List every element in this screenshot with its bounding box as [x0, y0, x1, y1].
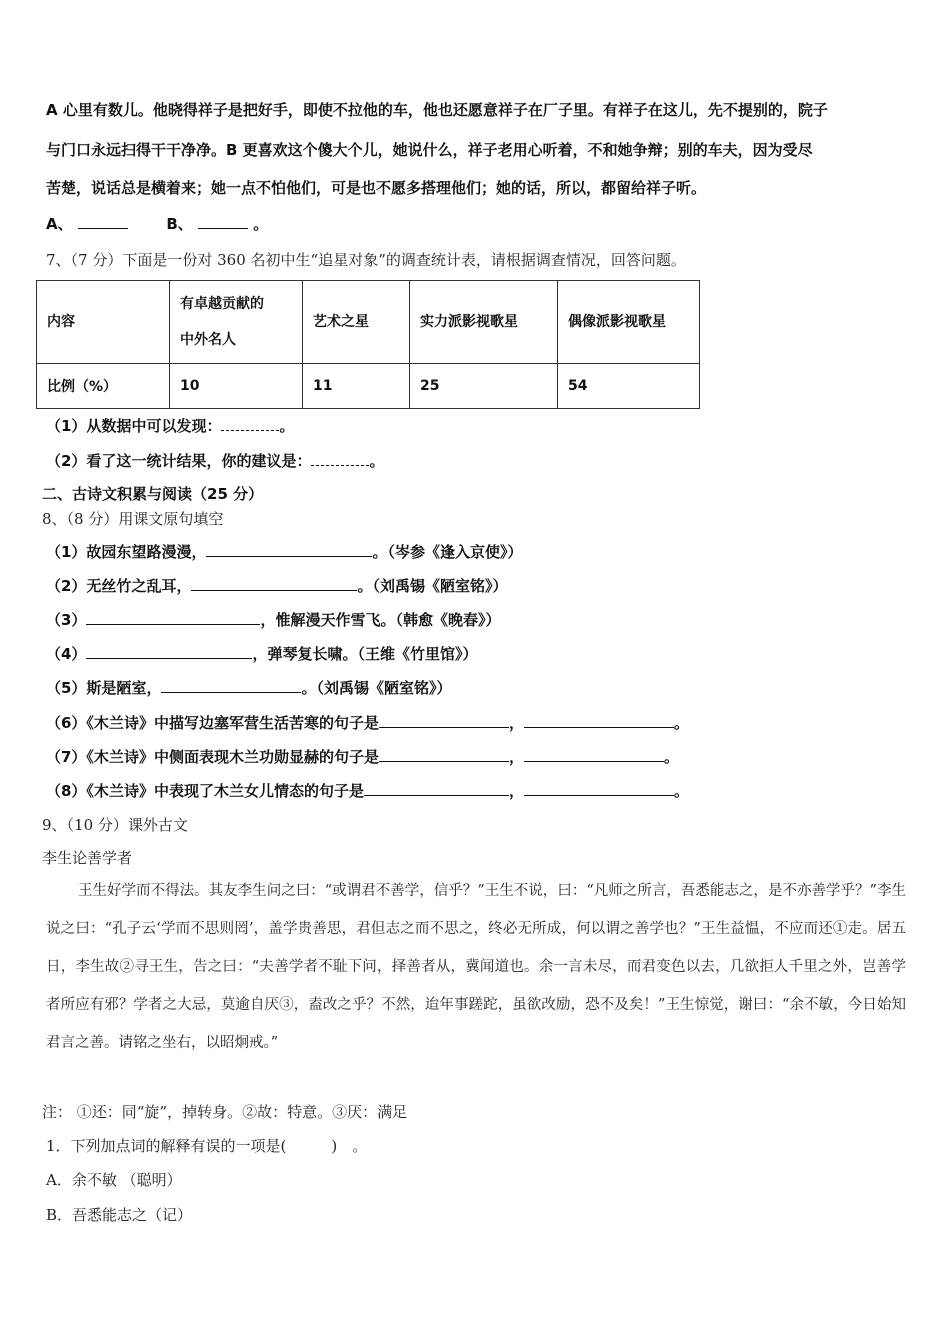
q8-item-prefix: （8）《木兰诗》中表现了木兰女儿情态的句子是 — [46, 782, 364, 800]
q8-item-1 — [46, 542, 522, 562]
answer-ab-line — [46, 214, 268, 234]
answer-b-label: B、 — [166, 215, 193, 233]
table-header-row — [37, 281, 700, 364]
q9-note: 注： ①还：同“旋”，掉转身。②故：特意。③厌：满足 — [42, 1103, 408, 1121]
q8-blank[interactable] — [364, 781, 509, 796]
row-label: 比例（%） — [37, 364, 170, 409]
q8-item-4 — [46, 644, 477, 664]
q7-sub2-text: （2）看了这一统计结果，你的建议是： — [46, 452, 312, 470]
q7-sub1-blank[interactable] — [221, 416, 279, 431]
q8-item-suffix: ，惟解漫天作雪飞。（韩愈《晚春》） — [260, 611, 501, 629]
answer-a-blank[interactable] — [78, 214, 128, 229]
q8-blank[interactable] — [379, 713, 509, 728]
header-cell-content: 内容 — [37, 281, 170, 364]
q7-sub2-blank[interactable] — [311, 451, 369, 466]
q8-item-prefix: （1）故园东望路漫漫， — [46, 543, 207, 561]
survey-table — [36, 280, 700, 409]
q8-title-text: 8、（8 分）用课文原句填空 — [42, 510, 224, 528]
q8-item-6 — [46, 713, 689, 733]
q8-blank[interactable] — [191, 576, 357, 591]
section-2-title: 二、古诗文积累与阅读（25 分） — [42, 485, 264, 503]
q8-item-5 — [46, 678, 451, 698]
passage-line-2: 与门口永远扫得干干净净。B 更喜欢这个傻大个儿，她说什么，祥子老用心听着，不和她争辩；别的车夫，因为受尽 — [46, 141, 813, 159]
q8-item-suffix: 。（刘禹锡《陋室铭》） — [301, 679, 452, 697]
q8-item-prefix: （5）斯是陋室， — [46, 679, 162, 697]
q8-item-prefix: （7）《木兰诗》中侧面表现木兰功勋显赫的句子是 — [46, 748, 379, 766]
period: 。 — [279, 417, 295, 435]
value-cell: 11 — [303, 364, 410, 409]
q8-blank[interactable] — [524, 747, 664, 762]
q8-item-3 — [46, 610, 500, 630]
q8-item-suffix: 。（岑参《逢入京使》） — [372, 543, 523, 561]
q9-sub1: 1．下列加点词的解释有误的一项是( ) 。 — [46, 1137, 368, 1155]
q8-blank[interactable] — [161, 678, 301, 693]
q9-passage-title: 李生论善学者 — [42, 849, 133, 867]
q9-title: 9、（10 分）课外古文 — [42, 816, 188, 834]
q8-blank[interactable] — [379, 747, 509, 762]
q7-sub1 — [46, 416, 294, 436]
q8-item-8 — [46, 781, 689, 801]
passage-line-1: A 心里有数儿。他晓得祥子是把好手，即使不拉他的车，他也还愿意祥子在厂子里。有祥子在这儿，先不提别的，院子 — [46, 101, 828, 119]
q8-item-suffix: ，弹琴复长啸。（王维《竹里馆》） — [252, 645, 478, 663]
q8-item-suffix: 。（刘禹锡《陋室铭》） — [357, 577, 508, 595]
q7-sub2 — [46, 451, 384, 471]
q8-blank[interactable] — [86, 610, 260, 625]
header-cell-famous-line2: 中外名人 — [180, 332, 236, 348]
period: 。 — [369, 452, 385, 470]
q8-blank[interactable] — [86, 644, 252, 659]
q8-item-2 — [46, 576, 507, 596]
q8-item-suffix: 。 — [673, 714, 689, 732]
q8-item-prefix: （3） — [46, 611, 87, 629]
answer-a-label: A、 — [46, 215, 73, 233]
header-cell-famous-line1: 有卓越贡献的 — [180, 296, 264, 312]
q8-item-comma: ， — [508, 748, 524, 766]
header-cell-famous — [170, 281, 303, 364]
value-cell: 10 — [170, 364, 303, 409]
q9-passage: 王生好学而不得法。其友李生问之曰：“或谓君不善学，信乎？”王生不说，曰：“凡师之所言，吾悉能志之，是不亦善学乎？”李生说之曰：“孔子云‘学而不思则罔’，盖学贵善思，君但志之而不思之，终必无所成，何以谓之善学也？”王生益愠，不应而还①走。居五日，李生故②寻王生，告之曰：“夫善学者不耻下问，择善者从，冀闻道也。余一言未尽，而君变色以去，几欲拒人千里之外，岂善学者所应有邪？学者之大忌，莫逾自厌③，盍改之乎？不然，迨年事蹉跎，虽欲改励，恐不及矣！”王生惊觉，谢曰：“余不敏，今日始知君言之善。请铭之坐右，以昭炯戒。” — [46, 883, 906, 1051]
q8-item-suffix: 。 — [663, 748, 679, 766]
answer-b-blank[interactable] — [198, 214, 248, 229]
q8-blank[interactable] — [524, 781, 674, 796]
value-cell: 54 — [558, 364, 700, 409]
q8-blank[interactable] — [524, 713, 674, 728]
table-row — [37, 364, 700, 409]
q9-option-b[interactable]: B．吾悉能志之（记） — [46, 1206, 193, 1224]
header-cell-idol: 偶像派影视歌星 — [558, 281, 700, 364]
q7-sub1-text: （1）从数据中可以发现： — [46, 417, 222, 435]
q8-item-prefix: （4） — [46, 645, 87, 663]
q8-item-7 — [46, 747, 679, 767]
q8-item-comma: ， — [508, 782, 524, 800]
passage-line-3: 苦楚，说话总是横着来；她一点不怕他们，可是也不愿多搭理他们；她的话，所以，都留给祥子听。 — [46, 179, 707, 197]
q9-option-a[interactable]: A．余不敏 （聪明） — [46, 1171, 182, 1189]
header-cell-strength: 实力派影视歌星 — [410, 281, 558, 364]
q8-item-prefix: （6）《木兰诗》中描写边塞军营生活苦寒的句子是 — [46, 714, 379, 732]
q8-item-suffix: 。 — [673, 782, 689, 800]
q8-title — [42, 509, 223, 529]
q8-item-prefix: （2）无丝竹之乱耳， — [46, 577, 192, 595]
q8-blank[interactable] — [206, 542, 372, 557]
value-cell: 25 — [410, 364, 558, 409]
period: 。 — [253, 215, 269, 233]
q8-item-comma: ， — [508, 714, 524, 732]
header-cell-art: 艺术之星 — [303, 281, 410, 364]
q7-title: 7、（7 分）下面是一份对 360 名初中生“追星对象”的调查统计表，请根据调查情况，回答问题。 — [46, 251, 686, 269]
